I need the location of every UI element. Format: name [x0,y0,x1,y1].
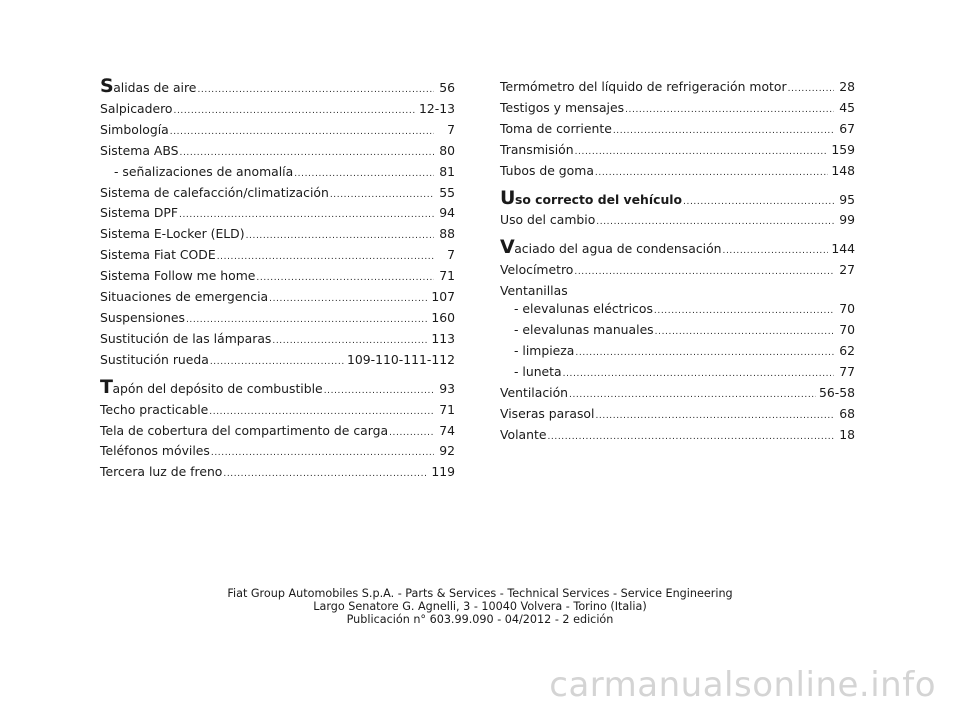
index-entry[interactable] [500,99,855,120]
index-entry[interactable] [100,422,455,443]
index-entry[interactable] [500,363,855,384]
index-entry[interactable] [500,282,855,300]
index-entry[interactable] [100,142,455,163]
publisher-footer [0,587,960,626]
section-initial-letter: T [100,375,113,398]
dot-leader [547,429,834,447]
index-entry[interactable] [100,401,455,422]
index-entry[interactable] [100,463,455,484]
dot-leader [788,81,834,99]
dot-leader [324,383,434,401]
index-entry[interactable] [500,186,855,212]
index-entry[interactable] [500,141,855,162]
entry-label: Sistema de calefacción/climatización [100,184,329,200]
index-entry[interactable] [500,162,855,183]
index-section [500,236,855,446]
dot-leader [211,445,434,463]
dot-leader [613,123,834,141]
dot-leader [217,249,434,267]
dot-leader [574,264,834,282]
dot-leader [223,466,428,484]
index-entry[interactable] [500,384,855,405]
entry-label: - elevalunas manuales [514,321,654,337]
index-entry[interactable] [100,184,455,205]
index-entry[interactable] [500,236,855,261]
entry-label-text: apón del depósito de combustible [112,380,323,396]
entry-label: Tubos de goma [500,162,594,178]
page-number: 71 [439,401,455,417]
dot-leader [197,82,434,100]
entry-label: Testigos y mensajes [500,99,625,115]
index-entry[interactable] [100,351,455,372]
index-entry[interactable] [500,261,855,282]
entry-label: Transmisión [500,141,574,157]
index-entry[interactable] [500,321,855,342]
index-entry[interactable] [100,75,455,100]
entry-label: Viseras parasol [500,405,595,421]
page-number: 74 [439,422,455,438]
index-section [100,75,455,372]
page-number: 148 [831,162,855,178]
section-initial-letter: S [100,75,114,97]
dot-leader [723,243,829,261]
page-number: 159 [831,141,855,157]
dot-leader [595,408,834,426]
page-number: 160 [431,309,455,325]
dot-leader [272,333,428,351]
page-number: 56-58 [818,384,855,400]
page-number: 93 [439,380,455,396]
entry-label: Ventanillas [500,283,568,299]
page-number: 77 [839,363,855,379]
dot-leader [683,194,834,212]
entry-label: Sistema E-Locker (ELD) [100,226,245,242]
page-number: 92 [439,443,455,459]
entry-label-text: so correcto del vehículo [514,191,683,207]
dot-leader [596,214,834,232]
entry-label: Sistema ABS [100,142,179,158]
entry-label: Sistema DPF [100,205,178,221]
index-entry[interactable] [100,309,455,330]
index-entry[interactable] [100,267,455,288]
index-entry[interactable] [100,204,455,225]
dot-leader [575,345,834,363]
entry-label: Tela de cobertura del compartimento de carga [100,422,389,438]
index-entry[interactable] [500,120,855,141]
entry-label: Toma de corriente [500,120,612,136]
page-number: 99 [839,212,855,228]
page-number: 18 [839,426,855,442]
index-entry[interactable] [100,442,455,463]
index-entry[interactable] [100,225,455,246]
page-number: 71 [439,268,455,284]
dot-leader [170,124,434,142]
entry-label: Termómetro del líquido de refrigeración motor [500,79,787,94]
page-number: 119 [431,464,455,480]
entry-label: Sustitución de las lámparas [100,330,272,346]
entry-label: Suspensiones [100,309,185,325]
page-number: 109-110-111-112 [346,351,455,367]
page-number: 55 [439,184,455,200]
index-entry[interactable] [500,426,855,447]
page-number: 62 [839,342,855,358]
dot-leader [575,144,829,162]
index-entry[interactable] [500,211,855,232]
footer-line-2: Largo Senatore G. Agnelli, 3 - 10040 Volvera - Torino (Italia) [313,600,647,613]
dot-leader [595,165,828,183]
entry-label: Salpicadero [100,100,173,116]
dot-leader [269,291,428,309]
index-entry[interactable] [100,330,455,351]
page-number: 107 [431,289,455,305]
dot-leader [186,312,428,330]
entry-label: Velocímetro [500,262,574,278]
page-number: 27 [839,262,855,278]
entry-label [100,75,197,97]
footer-line-3: Publicación n° 603.99.090 - 04/2012 - 2 edición [346,613,614,626]
index-entry[interactable] [500,300,855,321]
section-initial-letter: V [500,236,515,259]
entry-label: Sistema Follow me home [100,268,256,284]
entry-label: Situaciones de emergencia [100,289,269,305]
page-number: 70 [839,301,855,317]
entry-label: Techo practicable [100,401,209,417]
dot-leader [210,354,344,372]
index-right-column [500,78,855,446]
dot-leader [256,270,434,288]
entry-label: Sistema Fiat CODE [100,247,216,263]
page-number: 7 [447,247,455,263]
dot-leader [389,425,434,443]
footer-line-1: Fiat Group Automobiles S.p.A. - Parts & Services - Technical Services - Service Engineering [227,587,733,600]
index-entry[interactable] [500,342,855,363]
index-section [500,186,855,233]
dot-leader [654,303,834,321]
site-watermark: carmanualsonline.info [549,665,936,705]
entry-label: - limpieza [514,342,575,358]
index-entry[interactable] [100,100,455,121]
dot-leader [174,103,416,121]
entry-label [500,236,722,259]
page-number: 7 [447,121,455,137]
entry-label: Ventilación [500,384,569,400]
dot-leader [246,228,434,246]
page-number: 28 [839,79,855,94]
dot-leader [625,102,834,120]
entry-label: Sustitución rueda [100,351,209,367]
section-initial-letter: U [500,186,515,209]
dot-leader [179,207,434,225]
index-entry[interactable] [100,121,455,142]
dot-leader [655,324,834,342]
entry-label: - luneta [514,363,562,379]
page-number: 45 [839,99,855,115]
page-number: 70 [839,321,855,337]
entry-label: - elevalunas eléctricos [514,301,653,317]
entry-label-text: aciado del agua de condensación [514,241,722,257]
dot-leader [330,187,434,205]
index-entry[interactable] [100,163,455,184]
dot-leader [209,404,434,422]
page-number: 81 [439,163,455,179]
index-entry[interactable] [100,375,455,401]
page-number: 56 [439,80,455,95]
page-number: 94 [439,205,455,221]
entry-label [100,375,323,398]
page-number: 95 [839,191,855,207]
entry-label: Simbología [100,121,169,137]
index-entry[interactable] [500,78,855,99]
entry-label [500,186,683,209]
page-number: 12-13 [418,100,455,116]
entry-label: Tercera luz de freno [100,464,223,480]
dot-leader [563,366,834,384]
dot-leader [569,387,816,405]
page-number: 88 [439,226,455,242]
page-number: 113 [431,330,455,346]
index-entry[interactable] [100,246,455,267]
index-entry[interactable] [500,405,855,426]
page-number: 67 [839,120,855,136]
page-number: 144 [831,241,855,257]
entry-label: - señalizaciones de anomalía [114,163,294,179]
entry-label: Uso del cambio [500,212,596,228]
entry-label-text: alidas de aire [113,80,197,95]
index-entry[interactable] [100,288,455,309]
dot-leader [294,166,434,184]
dot-leader [179,145,434,163]
index-left-column [100,75,455,484]
page-number: 80 [439,142,455,158]
page-number: 68 [839,405,855,421]
entry-label: Volante [500,426,547,442]
index-section [100,375,455,485]
entry-label: Teléfonos móviles [100,443,210,459]
index-section [500,78,855,183]
